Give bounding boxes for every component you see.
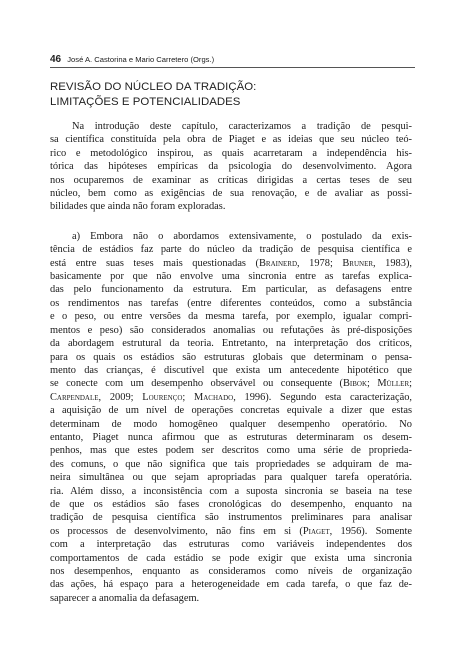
text-line: tência de estádios faz parte do núcleo da tradição de pesquisa científica e <box>50 244 412 256</box>
text-line <box>50 391 412 404</box>
text-line: tórica das hipóteses empíricas da psicologia do desenvolvimento. Agora <box>50 161 412 173</box>
text-line: nos desempenhos, enquanto as consideramos como níveis de organização <box>50 566 412 577</box>
section-title <box>50 80 420 109</box>
text-line: Na introdução deste capítulo, caracterizamos a tradição de pesqui- <box>72 121 412 132</box>
citation-author: Carpendale <box>50 391 99 403</box>
text-line: mento das crianças, é discutível que exista um antecedente hipotético que <box>50 364 412 376</box>
body-text <box>50 120 412 605</box>
citation-author: Bibok; Müller; <box>342 378 412 390</box>
citation-author: Lourenço; Machado <box>142 391 234 403</box>
paragraph-intro <box>50 120 412 214</box>
text-line: nos ocuparemos de examinar as críticas dirigidas a certas teses de seu <box>50 174 412 186</box>
text-segment: , 1983), <box>373 257 413 269</box>
text-line: sa científica constituída pela obra de Piaget e as ideias que seu núcleo teó- <box>50 134 412 146</box>
text-line: das pelo funcionamento da estrutura. Em particular, as defasagens entre <box>50 284 412 296</box>
header-rule <box>50 67 415 68</box>
text-line: ria. Além disso, a inconsistência com a suposta sincronia se baseia na tese <box>50 485 412 497</box>
page-number: 46 <box>50 54 62 65</box>
text-line: da abordagem estrutural da teoria. Entretanto, na interpretação dos críticos, <box>50 338 412 350</box>
text-line: de que os estádios são fases cronológicas do desempenho, enquanto na <box>50 498 412 510</box>
text-line <box>50 525 412 538</box>
text-line: com a interpretação das estruturas como variáveis independentes dos <box>50 539 412 551</box>
text-line: os rendimentos nas tarefas (entre diferentes conteúdos, como a substância <box>50 297 412 309</box>
running-title: José A. Castorina e Mario Carretero (Orgs.) <box>67 55 215 64</box>
text-line <box>50 257 412 270</box>
text-segment: , 1956). Somente <box>329 525 412 537</box>
text-line: rico e metodológico inspirou, as quais acarretaram a independência his- <box>50 147 412 159</box>
text-segment: , 1978; <box>297 257 343 269</box>
text-line: des comuns, o que não significa que tais propriedades se adquiram de ma- <box>50 458 412 470</box>
text-line: das ações, há espaço para a heterogeneidade em cada tarefa, o que faz de- <box>50 579 412 591</box>
text-segment: os processos de desenvolvimento, não fins em si ( <box>50 525 303 537</box>
citation-author: Brainerd <box>258 257 298 269</box>
text-line: penhos, mas que estes podem ser descritos como uma série de proprieda- <box>50 445 412 457</box>
text-line: entanto, Piaget nunca afirmou que as estruturas determinaram os desem- <box>50 431 412 443</box>
section-title-line-2: LIMITAÇÕES E POTENCIALIDADES <box>50 95 241 108</box>
text-line: tradição de pesquisa científica são instrumentos preliminares para analisar <box>50 512 412 524</box>
text-line: basicamente por que não envolve uma sincronia entre as tarefas explica- <box>50 271 412 283</box>
text-segment: está entre suas teses mais questionadas ( <box>50 257 259 269</box>
text-segment: se conecte com um desempenho observável ou consequente ( <box>50 378 343 390</box>
text-line: saparecer a anomalia da defasagem. <box>50 592 200 604</box>
text-line: comportamentos de cada estádio se pode exigir que exista uma sincronia <box>50 552 412 564</box>
text-line: núcleo, bem como as exigências de sua renovação, e de avaliar as possi- <box>50 188 412 200</box>
paragraph-gap <box>50 214 412 230</box>
text-line: bilidades que ainda não foram exploradas. <box>50 201 226 213</box>
text-line: a) Embora não o abordamos extensivamente, o postulado da exis- <box>72 230 412 242</box>
text-segment: , 2009; <box>98 391 143 403</box>
citation-author: Piaget <box>302 525 330 537</box>
text-line: neira simultânea ou que sejam apropriadas para qualquer tarefa operatória. <box>50 472 412 484</box>
paragraph-stages <box>50 230 412 605</box>
text-line: mentos e peso) são considerados anomalias ou refutações às pré-disposições <box>50 324 412 336</box>
running-header <box>50 54 410 65</box>
text-line: para os quais os estádios são estruturas globais que determinam o pensa- <box>50 351 412 363</box>
text-line <box>50 377 412 390</box>
text-line: a aquisição de um nível de operações concretas equivale a dizer que estas <box>50 405 412 417</box>
text-line: determinam de modo homogêneo qualquer desempenho operatório. No <box>50 418 412 430</box>
citation-author: Bruner <box>342 257 374 269</box>
section-title-line-1: REVISÃO DO NÚCLEO DA TRADIÇÃO: <box>50 81 257 93</box>
text-line: e o peso, ou entre versões da mesma tarefa, por exemplo, igualar compri- <box>50 311 412 323</box>
text-segment: , 1996). Segundo esta caracterização, <box>233 391 412 403</box>
